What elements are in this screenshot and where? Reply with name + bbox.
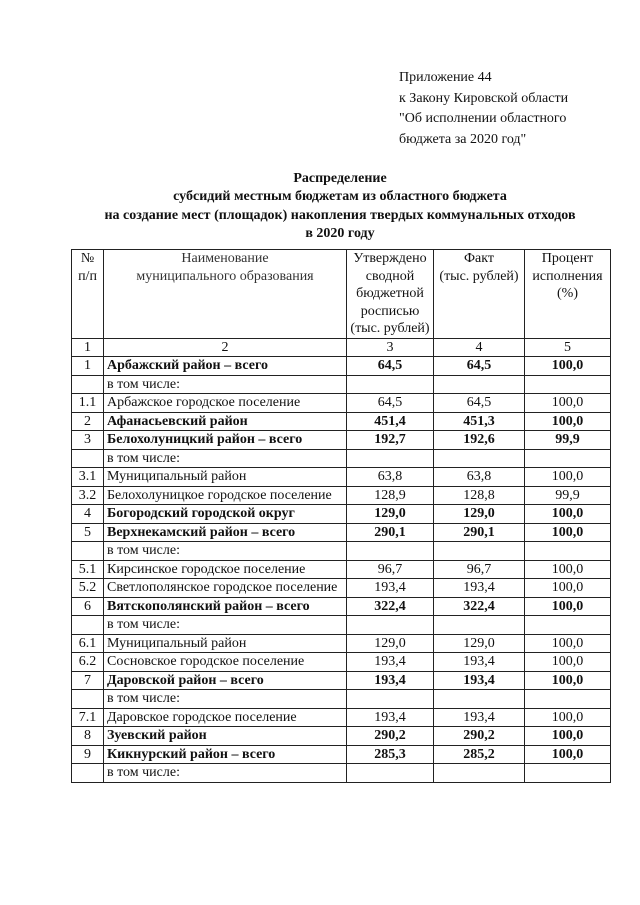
table-row <box>72 449 611 468</box>
table-row <box>72 708 611 727</box>
approved-amount: 192,7 <box>347 431 434 450</box>
municipality-name: Афанасьевский район <box>104 412 347 431</box>
row-number: 6 <box>72 597 104 616</box>
approved-amount <box>347 616 434 635</box>
execution-percent: 100,0 <box>525 671 611 690</box>
table-row <box>72 616 611 635</box>
header-percent: Процент исполнения (%) <box>525 250 611 339</box>
table-row <box>72 431 611 450</box>
row-number: 9 <box>72 745 104 764</box>
appendix-line: "Об исполнении областного <box>399 111 567 126</box>
municipality-name: Богородский городской округ <box>104 505 347 524</box>
execution-percent: 99,9 <box>525 486 611 505</box>
approved-amount <box>347 690 434 709</box>
approved-amount <box>347 449 434 468</box>
execution-percent: 100,0 <box>525 468 611 487</box>
execution-percent: 100,0 <box>525 523 611 542</box>
table-row <box>72 727 611 746</box>
municipality-name: в том числе: <box>104 616 347 635</box>
execution-percent: 100,0 <box>525 560 611 579</box>
municipality-name: Зуевский район <box>104 727 347 746</box>
appendix-line: Приложение 44 <box>399 70 492 85</box>
row-number: 1 <box>72 357 104 376</box>
approved-amount <box>347 542 434 561</box>
fact-amount: 451,3 <box>434 412 525 431</box>
approved-amount: 290,2 <box>347 727 434 746</box>
municipality-name: Кирсинское городское поселение <box>104 560 347 579</box>
execution-percent: 100,0 <box>525 505 611 524</box>
execution-percent <box>525 616 611 635</box>
table-header-row <box>72 250 611 339</box>
fact-amount: 322,4 <box>434 597 525 616</box>
title-line: на создание мест (площадок) накопления твердых коммунальных отходов <box>104 207 576 223</box>
table-row <box>72 671 611 690</box>
row-number <box>72 690 104 709</box>
execution-percent <box>525 690 611 709</box>
table-row <box>72 357 611 376</box>
approved-amount: 193,4 <box>347 671 434 690</box>
fact-amount <box>434 690 525 709</box>
row-number: 7 <box>72 671 104 690</box>
approved-amount: 96,7 <box>347 560 434 579</box>
execution-percent: 100,0 <box>525 653 611 672</box>
row-number: 1.1 <box>72 394 104 413</box>
fact-amount: 64,5 <box>434 394 525 413</box>
appendix-note <box>399 68 629 150</box>
table-row <box>72 542 611 561</box>
row-number <box>72 542 104 561</box>
approved-amount <box>347 764 434 783</box>
municipality-name: Верхнекамский район – всего <box>104 523 347 542</box>
row-number: 6.2 <box>72 653 104 672</box>
execution-percent: 100,0 <box>525 634 611 653</box>
column-number: 2 <box>104 338 347 357</box>
approved-amount: 193,4 <box>347 708 434 727</box>
approved-amount: 322,4 <box>347 597 434 616</box>
fact-amount: 63,8 <box>434 468 525 487</box>
row-number: 7.1 <box>72 708 104 727</box>
approved-amount: 63,8 <box>347 468 434 487</box>
appendix-line: бюджета за 2020 год" <box>399 131 527 147</box>
column-number: 3 <box>347 338 434 357</box>
municipality-name: в том числе: <box>104 764 347 783</box>
municipality-name: Вятскополянский район – всего <box>104 597 347 616</box>
appendix-line: к Закону Кировской области <box>399 90 569 106</box>
municipality-name: в том числе: <box>104 375 347 394</box>
table-row <box>72 394 611 413</box>
table-row <box>72 653 611 672</box>
municipality-name: Кикнурский район – всего <box>104 745 347 764</box>
fact-amount: 193,4 <box>434 671 525 690</box>
table-row <box>72 412 611 431</box>
execution-percent: 100,0 <box>525 708 611 727</box>
fact-amount <box>434 764 525 783</box>
fact-amount <box>434 616 525 635</box>
execution-percent <box>525 542 611 561</box>
municipality-name: Арбажское городское поселение <box>104 394 347 413</box>
execution-percent: 100,0 <box>525 745 611 764</box>
table-row <box>72 690 611 709</box>
row-number: 3 <box>72 431 104 450</box>
approved-amount: 451,4 <box>347 412 434 431</box>
municipality-name: Даровское городское поселение <box>104 708 347 727</box>
document-title <box>60 170 620 243</box>
row-number <box>72 375 104 394</box>
municipality-name: Арбажский район – всего <box>104 357 347 376</box>
approved-amount: 64,5 <box>347 357 434 376</box>
fact-amount: 192,6 <box>434 431 525 450</box>
municipality-name: в том числе: <box>104 690 347 709</box>
approved-amount <box>347 375 434 394</box>
row-number: 5 <box>72 523 104 542</box>
municipality-name: Муниципальный район <box>104 468 347 487</box>
table-row <box>72 468 611 487</box>
approved-amount: 129,0 <box>347 505 434 524</box>
row-number: 2 <box>72 412 104 431</box>
fact-amount: 290,2 <box>434 727 525 746</box>
approved-amount: 193,4 <box>347 579 434 598</box>
row-number: 4 <box>72 505 104 524</box>
table-row <box>72 560 611 579</box>
municipality-name: Белохолуницкий район – всего <box>104 431 347 450</box>
fact-amount: 128,8 <box>434 486 525 505</box>
subsidy-table <box>71 249 611 783</box>
municipality-name: Белохолуницкое городское поселение <box>104 486 347 505</box>
execution-percent: 100,0 <box>525 597 611 616</box>
municipality-name: Даровской район – всего <box>104 671 347 690</box>
title-line: Распределение <box>293 171 387 186</box>
approved-amount: 285,3 <box>347 745 434 764</box>
fact-amount <box>434 375 525 394</box>
fact-amount <box>434 542 525 561</box>
table-row <box>72 486 611 505</box>
approved-amount: 129,0 <box>347 634 434 653</box>
header-num: № п/п <box>72 250 104 339</box>
execution-percent: 100,0 <box>525 412 611 431</box>
execution-percent: 100,0 <box>525 727 611 746</box>
fact-amount: 64,5 <box>434 357 525 376</box>
municipality-name: Сосновское городское поселение <box>104 653 347 672</box>
header-approved: Утверждено сводной бюджетной росписью (тыс. рублей) <box>347 250 434 339</box>
approved-amount: 64,5 <box>347 394 434 413</box>
row-number: 3.1 <box>72 468 104 487</box>
header-name: Наименование муниципального образования <box>104 250 347 339</box>
municipality-name: Светлополянское городское поселение <box>104 579 347 598</box>
title-line: в 2020 году <box>305 225 375 241</box>
row-number: 5.2 <box>72 579 104 598</box>
title-line: субсидий местным бюджетам из областного бюджета <box>173 189 507 205</box>
execution-percent <box>525 764 611 783</box>
fact-amount <box>434 449 525 468</box>
table-row <box>72 375 611 394</box>
execution-percent: 100,0 <box>525 357 611 376</box>
execution-percent: 100,0 <box>525 579 611 598</box>
execution-percent: 100,0 <box>525 394 611 413</box>
header-fact: Факт (тыс. рублей) <box>434 250 525 339</box>
fact-amount: 129,0 <box>434 634 525 653</box>
fact-amount: 129,0 <box>434 505 525 524</box>
column-number: 4 <box>434 338 525 357</box>
table-row <box>72 634 611 653</box>
execution-percent: 99,9 <box>525 431 611 450</box>
approved-amount: 128,9 <box>347 486 434 505</box>
row-number: 6.1 <box>72 634 104 653</box>
row-number <box>72 616 104 635</box>
municipality-name: в том числе: <box>104 449 347 468</box>
fact-amount: 285,2 <box>434 745 525 764</box>
fact-amount: 96,7 <box>434 560 525 579</box>
table-row <box>72 597 611 616</box>
row-number: 3.2 <box>72 486 104 505</box>
table-row <box>72 764 611 783</box>
table-row <box>72 523 611 542</box>
table-row <box>72 505 611 524</box>
execution-percent <box>525 375 611 394</box>
approved-amount: 193,4 <box>347 653 434 672</box>
row-number: 5.1 <box>72 560 104 579</box>
row-number <box>72 449 104 468</box>
row-number: 8 <box>72 727 104 746</box>
approved-amount: 290,1 <box>347 523 434 542</box>
municipality-name: в том числе: <box>104 542 347 561</box>
fact-amount: 193,4 <box>434 579 525 598</box>
execution-percent <box>525 449 611 468</box>
fact-amount: 193,4 <box>434 653 525 672</box>
column-number: 1 <box>72 338 104 357</box>
column-number: 5 <box>525 338 611 357</box>
fact-amount: 290,1 <box>434 523 525 542</box>
table-row <box>72 579 611 598</box>
row-number <box>72 764 104 783</box>
table-body <box>72 357 611 783</box>
table-row <box>72 745 611 764</box>
column-number-row <box>72 338 611 357</box>
municipality-name: Муниципальный район <box>104 634 347 653</box>
fact-amount: 193,4 <box>434 708 525 727</box>
